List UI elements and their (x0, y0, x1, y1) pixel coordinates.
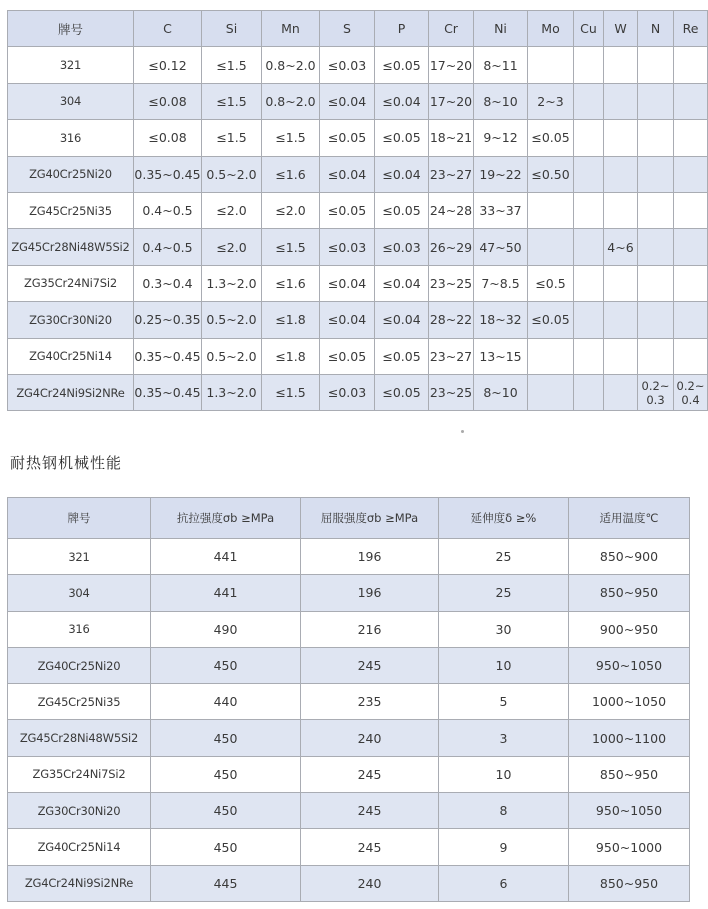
value-cell (604, 156, 638, 192)
grade-cell: ZG30Cr30Ni20 (8, 302, 134, 338)
header-ni: Ni (474, 11, 528, 47)
value-cell (528, 338, 574, 374)
grade-cell: ZG40Cr25Ni20 (8, 156, 134, 192)
decorative-dot (461, 430, 464, 433)
value-cell: ≤0.03 (320, 47, 375, 83)
table-row (8, 47, 708, 83)
value-cell: 216 (301, 611, 439, 647)
value-cell (604, 192, 638, 228)
value-cell: 18~32 (474, 302, 528, 338)
value-cell: ≤0.08 (134, 83, 202, 119)
value-cell: 196 (301, 539, 439, 575)
value-cell: ≤1.8 (262, 302, 320, 338)
value-cell (528, 229, 574, 265)
table-row (8, 156, 708, 192)
value-cell: 6 (439, 865, 569, 901)
value-cell: 5 (439, 684, 569, 720)
grade-cell: ZG4Cr24Ni9Si2NRe (8, 374, 134, 410)
table-row (8, 374, 708, 410)
grade-cell: 321 (8, 539, 151, 575)
grade-cell: 304 (8, 83, 134, 119)
value-cell: 13~15 (474, 338, 528, 374)
grade-cell: ZG45Cr25Ni35 (8, 192, 134, 228)
header-elongation: 延伸度δ ≥% (439, 498, 569, 539)
value-cell: 0.2~ 0.4 (674, 374, 708, 410)
header-cu: Cu (574, 11, 604, 47)
value-cell: 0.2~ 0.3 (638, 374, 674, 410)
value-cell: 33~37 (474, 192, 528, 228)
value-cell: ≤2.0 (202, 229, 262, 265)
value-cell: ≤0.05 (375, 374, 429, 410)
value-cell: 8 (439, 793, 569, 829)
value-cell (604, 83, 638, 119)
value-cell: ≤0.08 (134, 120, 202, 156)
value-cell (638, 120, 674, 156)
value-cell: ≤0.05 (375, 192, 429, 228)
table-row (8, 265, 708, 301)
value-cell: 0.4~0.5 (134, 192, 202, 228)
header-si: Si (202, 11, 262, 47)
value-cell: 441 (151, 539, 301, 575)
value-cell: 9 (439, 829, 569, 865)
value-cell: ≤0.03 (375, 229, 429, 265)
value-cell: ≤1.5 (262, 229, 320, 265)
value-cell (574, 265, 604, 301)
header-c: C (134, 11, 202, 47)
value-cell: ≤1.5 (202, 120, 262, 156)
value-cell: 450 (151, 829, 301, 865)
mechanical-header-row (8, 498, 690, 539)
header-mn: Mn (262, 11, 320, 47)
value-cell (528, 47, 574, 83)
value-cell: 28~22 (429, 302, 474, 338)
value-cell (528, 374, 574, 410)
value-cell (674, 302, 708, 338)
value-cell: 30 (439, 611, 569, 647)
value-cell: 850~950 (569, 756, 690, 792)
value-cell: ≤1.6 (262, 265, 320, 301)
value-cell (674, 47, 708, 83)
table-row (8, 611, 690, 647)
value-cell: 850~950 (569, 865, 690, 901)
value-cell: 0.3~0.4 (134, 265, 202, 301)
value-cell (574, 338, 604, 374)
value-cell: ≤0.12 (134, 47, 202, 83)
value-cell: 0.35~0.45 (134, 374, 202, 410)
grade-cell: ZG45Cr28Ni48W5Si2 (8, 229, 134, 265)
value-cell: 445 (151, 865, 301, 901)
value-cell (674, 156, 708, 192)
mechanical-table (7, 497, 690, 902)
value-cell: 17~20 (429, 47, 474, 83)
header-re: Re (674, 11, 708, 47)
value-cell: 18~21 (429, 120, 474, 156)
value-cell: 0.35~0.45 (134, 156, 202, 192)
value-cell: 1.3~2.0 (202, 374, 262, 410)
value-cell: ≤0.03 (320, 374, 375, 410)
value-cell: 9~12 (474, 120, 528, 156)
value-cell: ≤0.50 (528, 156, 574, 192)
value-cell: 1.3~2.0 (202, 265, 262, 301)
value-cell (674, 265, 708, 301)
value-cell (574, 120, 604, 156)
header-cr: Cr (429, 11, 474, 47)
value-cell (574, 229, 604, 265)
value-cell: 490 (151, 611, 301, 647)
value-cell: 23~25 (429, 265, 474, 301)
value-cell (604, 47, 638, 83)
value-cell: ≤1.8 (262, 338, 320, 374)
value-cell: ≤2.0 (262, 192, 320, 228)
value-cell: 850~900 (569, 539, 690, 575)
header-mo: Mo (528, 11, 574, 47)
value-cell: ≤0.05 (320, 192, 375, 228)
header-grade: 牌号 (8, 498, 151, 539)
value-cell: 17~20 (429, 83, 474, 119)
value-cell: 0.4~0.5 (134, 229, 202, 265)
value-cell: 23~25 (429, 374, 474, 410)
value-cell: 245 (301, 793, 439, 829)
value-cell (638, 265, 674, 301)
value-cell (574, 156, 604, 192)
value-cell: 4~6 (604, 229, 638, 265)
value-cell (604, 120, 638, 156)
table-row (8, 192, 708, 228)
value-cell: ≤0.05 (528, 302, 574, 338)
value-cell: 23~27 (429, 156, 474, 192)
table-row (8, 756, 690, 792)
value-cell: 950~1050 (569, 647, 690, 683)
value-cell: 450 (151, 647, 301, 683)
value-cell (674, 229, 708, 265)
value-cell: ≤0.05 (320, 120, 375, 156)
value-cell: 950~1050 (569, 793, 690, 829)
value-cell: 23~27 (429, 338, 474, 374)
header-service-temperature: 适用温度℃ (569, 498, 690, 539)
value-cell: 850~950 (569, 575, 690, 611)
value-cell: 25 (439, 575, 569, 611)
value-cell: ≤0.04 (375, 265, 429, 301)
value-cell: ≤1.5 (262, 374, 320, 410)
value-cell: 8~10 (474, 83, 528, 119)
value-cell: 24~28 (429, 192, 474, 228)
value-cell (604, 265, 638, 301)
value-cell: ≤0.04 (320, 265, 375, 301)
value-cell: 8~10 (474, 374, 528, 410)
value-cell: 235 (301, 684, 439, 720)
value-cell (574, 83, 604, 119)
value-cell (574, 192, 604, 228)
grade-cell: ZG40Cr25Ni14 (8, 338, 134, 374)
value-cell: ≤0.04 (320, 156, 375, 192)
value-cell: ≤0.04 (320, 83, 375, 119)
value-cell: ≤0.04 (320, 302, 375, 338)
value-cell: 196 (301, 575, 439, 611)
value-cell: 0.5~2.0 (202, 156, 262, 192)
value-cell: 25 (439, 539, 569, 575)
value-cell: 0.8~2.0 (262, 47, 320, 83)
table-row (8, 120, 708, 156)
value-cell (674, 192, 708, 228)
value-cell (638, 47, 674, 83)
table-row (8, 865, 690, 901)
value-cell: ≤0.05 (320, 338, 375, 374)
header-s: S (320, 11, 375, 47)
value-cell: 10 (439, 647, 569, 683)
value-cell: 0.8~2.0 (262, 83, 320, 119)
value-cell: 26~29 (429, 229, 474, 265)
header-yield-strength: 屈服强度σb ≥MPa (301, 498, 439, 539)
value-cell: 0.5~2.0 (202, 338, 262, 374)
value-cell: 19~22 (474, 156, 528, 192)
value-cell (674, 120, 708, 156)
value-cell (638, 83, 674, 119)
value-cell (574, 374, 604, 410)
grade-cell: ZG40Cr25Ni20 (8, 647, 151, 683)
value-cell: 245 (301, 647, 439, 683)
value-cell (574, 302, 604, 338)
header-p: P (375, 11, 429, 47)
value-cell: 441 (151, 575, 301, 611)
value-cell: 245 (301, 829, 439, 865)
grade-cell: ZG45Cr25Ni35 (8, 684, 151, 720)
grade-cell: 304 (8, 575, 151, 611)
header-tensile-strength: 抗拉强度σb ≥MPa (151, 498, 301, 539)
table-row (8, 575, 690, 611)
value-cell: 900~950 (569, 611, 690, 647)
value-cell (638, 338, 674, 374)
value-cell: 440 (151, 684, 301, 720)
value-cell (604, 338, 638, 374)
grade-cell: 316 (8, 611, 151, 647)
value-cell: 240 (301, 865, 439, 901)
value-cell: 3 (439, 720, 569, 756)
composition-table (7, 10, 708, 411)
value-cell: 450 (151, 793, 301, 829)
value-cell: ≤2.0 (202, 192, 262, 228)
value-cell (604, 374, 638, 410)
value-cell: ≤0.05 (528, 120, 574, 156)
value-cell: ≤1.6 (262, 156, 320, 192)
table-row (8, 684, 690, 720)
value-cell: 245 (301, 756, 439, 792)
table-row (8, 229, 708, 265)
value-cell: 2~3 (528, 83, 574, 119)
value-cell: ≤1.5 (202, 83, 262, 119)
value-cell (674, 83, 708, 119)
value-cell: 1000~1100 (569, 720, 690, 756)
grade-cell: ZG45Cr28Ni48W5Si2 (8, 720, 151, 756)
value-cell: 450 (151, 756, 301, 792)
value-cell: ≤1.5 (202, 47, 262, 83)
value-cell: 950~1000 (569, 829, 690, 865)
value-cell: ≤0.05 (375, 338, 429, 374)
value-cell (528, 192, 574, 228)
value-cell (674, 338, 708, 374)
grade-cell: 316 (8, 120, 134, 156)
value-cell: ≤0.03 (320, 229, 375, 265)
table-row (8, 720, 690, 756)
value-cell: 7~8.5 (474, 265, 528, 301)
header-n: N (638, 11, 674, 47)
grade-cell: ZG35Cr24Ni7Si2 (8, 265, 134, 301)
value-cell: 450 (151, 720, 301, 756)
table-row (8, 302, 708, 338)
value-cell (638, 302, 674, 338)
composition-header-row (8, 11, 708, 47)
table-row (8, 793, 690, 829)
value-cell (574, 47, 604, 83)
value-cell: 0.35~0.45 (134, 338, 202, 374)
value-cell: ≤0.04 (375, 156, 429, 192)
table-row (8, 647, 690, 683)
value-cell: 10 (439, 756, 569, 792)
value-cell (638, 192, 674, 228)
section-title: 耐热钢机械性能 (10, 454, 123, 472)
value-cell: ≤0.04 (375, 83, 429, 119)
header-w: W (604, 11, 638, 47)
value-cell: 0.25~0.35 (134, 302, 202, 338)
value-cell: ≤1.5 (262, 120, 320, 156)
grade-cell: 321 (8, 47, 134, 83)
value-cell (638, 229, 674, 265)
value-cell: ≤0.5 (528, 265, 574, 301)
grade-cell: ZG35Cr24Ni7Si2 (8, 756, 151, 792)
value-cell: 8~11 (474, 47, 528, 83)
value-cell (604, 302, 638, 338)
value-cell: 0.5~2.0 (202, 302, 262, 338)
table-row (8, 338, 708, 374)
value-cell: 47~50 (474, 229, 528, 265)
value-cell: ≤0.04 (375, 302, 429, 338)
value-cell (638, 156, 674, 192)
table-row (8, 83, 708, 119)
grade-cell: ZG4Cr24Ni9Si2NRe (8, 865, 151, 901)
value-cell: ≤0.05 (375, 47, 429, 83)
grade-cell: ZG40Cr25Ni14 (8, 829, 151, 865)
table-row (8, 829, 690, 865)
grade-cell: ZG30Cr30Ni20 (8, 793, 151, 829)
value-cell: 240 (301, 720, 439, 756)
header-grade: 牌号 (8, 11, 134, 47)
value-cell: ≤0.05 (375, 120, 429, 156)
value-cell: 1000~1050 (569, 684, 690, 720)
table-row (8, 539, 690, 575)
